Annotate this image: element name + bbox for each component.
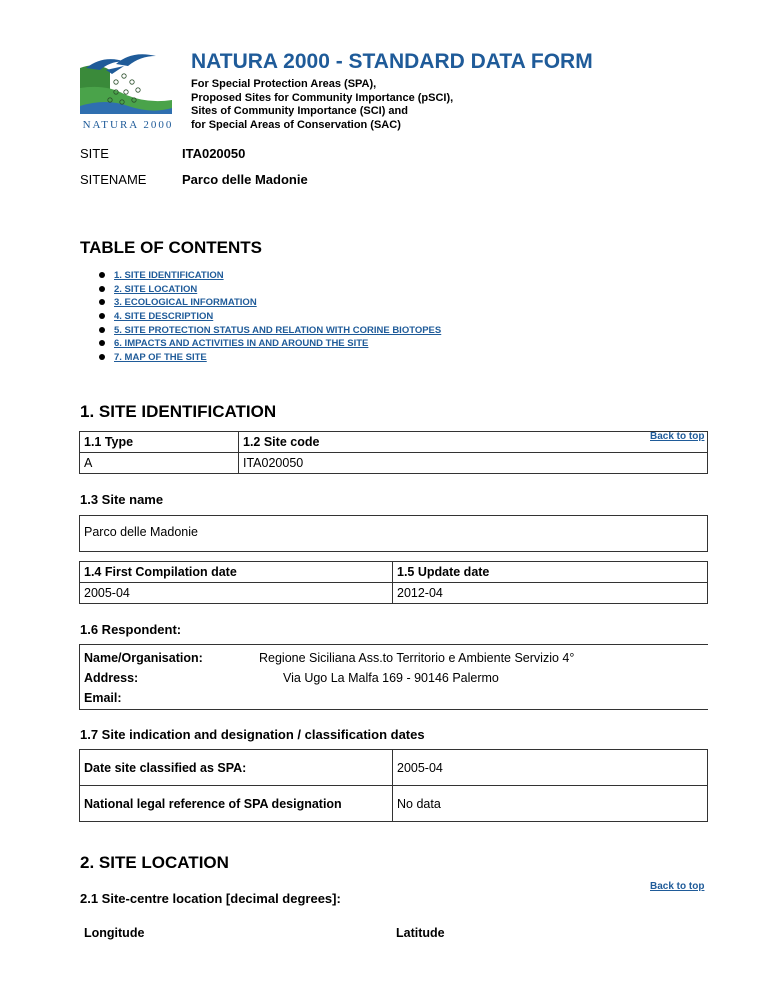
sitename-label: SITENAME [80, 172, 147, 187]
spa-reference-label: National legal reference of SPA designation [80, 786, 393, 822]
page-subtitle [191, 78, 453, 132]
toc-link-site-identification[interactable]: 1. SITE IDENTIFICATION [114, 270, 224, 281]
logo-text: NATURA 2000 [82, 119, 174, 131]
toc-item [104, 352, 441, 366]
first-compilation-value: 2005-04 [80, 583, 393, 604]
update-date-label: 1.5 Update date [393, 562, 708, 583]
site-name-box [79, 515, 708, 552]
back-to-top-link[interactable]: Back to top [650, 431, 705, 442]
toc-link-map[interactable]: 7. MAP OF THE SITE [114, 352, 207, 364]
longitude-label: Longitude [84, 926, 145, 940]
first-compilation-label: 1.4 First Compilation date [80, 562, 393, 583]
address-label: Address: [84, 671, 139, 685]
designation-heading: 1.7 Site indication and designation / classification dates [80, 727, 425, 742]
spa-reference-value: No data [397, 796, 441, 811]
type-value: A [80, 453, 239, 474]
code-value: ITA020050 [243, 456, 304, 470]
toc-link-site-location[interactable]: 2. SITE LOCATION [114, 283, 198, 295]
toc-heading: TABLE OF CONTENTS [80, 238, 262, 257]
site-name-heading: 1.3 Site name [80, 492, 164, 507]
designation-table [79, 749, 708, 822]
subtitle-line: Proposed Sites for Community Importance (pSCI), [191, 91, 454, 104]
toc-link-ecological-information[interactable]: 3. ECOLOGICAL INFORMATION [114, 297, 257, 309]
page-title: NATURA 2000 - STANDARD DATA FORM [191, 50, 593, 73]
toc-link-impacts[interactable]: 6. IMPACTS AND ACTIVITIES IN AND AROUND THE SITE [114, 338, 369, 350]
toc-item [104, 297, 441, 311]
org-value: Regione Siciliana Ass.to Territorio e Ambiente Servizio 4° [259, 651, 575, 665]
toc-link-site-protection[interactable]: 5. SITE PROTECTION STATUS AND RELATION WITH CORINE BIOTOPES [114, 324, 442, 336]
code-label: 1.2 Site code [239, 432, 708, 453]
org-label: Name/Organisation: [84, 651, 203, 665]
toc-list [104, 270, 441, 366]
dates-table [79, 561, 708, 604]
sitename-value: Parco delle Madonie [182, 172, 308, 187]
toc-item [104, 325, 441, 339]
site-label: SITE [80, 146, 109, 161]
respondent-box [79, 644, 708, 710]
email-label: Email: [84, 691, 122, 705]
toc-item [104, 338, 441, 352]
toc-item [104, 270, 441, 284]
spa-date-label: Date site classified as SPA: [80, 750, 393, 786]
type-code-table [79, 431, 708, 474]
latitude-label: Latitude [396, 926, 445, 940]
site-centre-heading: 2.1 Site-centre location [decimal degrees]: [80, 891, 341, 906]
toc-item [104, 311, 441, 325]
subtitle-line: for Special Areas of Conservation (SAC) [191, 118, 401, 131]
subtitle-line: For Special Protection Areas (SPA), [191, 78, 377, 90]
natura-2000-logo [76, 48, 180, 132]
section-2-heading: 2. SITE LOCATION [80, 853, 229, 872]
toc-item [104, 284, 441, 298]
back-to-top-link[interactable]: Back to top [650, 881, 705, 892]
site-value: ITA020050 [182, 146, 246, 161]
subtitle-line: Sites of Community Importance (SCI) and [191, 105, 408, 117]
respondent-heading: 1.6 Respondent: [80, 622, 182, 637]
site-name-value: Parco delle Madonie [84, 525, 198, 539]
toc-link-site-description[interactable]: 4. SITE DESCRIPTION [114, 311, 214, 323]
section-1-heading: 1. SITE IDENTIFICATION [80, 402, 277, 421]
address-value: Via Ugo La Malfa 169 - 90146 Palermo [283, 671, 499, 685]
spa-date-value: 2005-04 [393, 750, 708, 786]
type-label: 1.1 Type [80, 432, 239, 453]
update-date-value: 2012-04 [397, 586, 443, 600]
